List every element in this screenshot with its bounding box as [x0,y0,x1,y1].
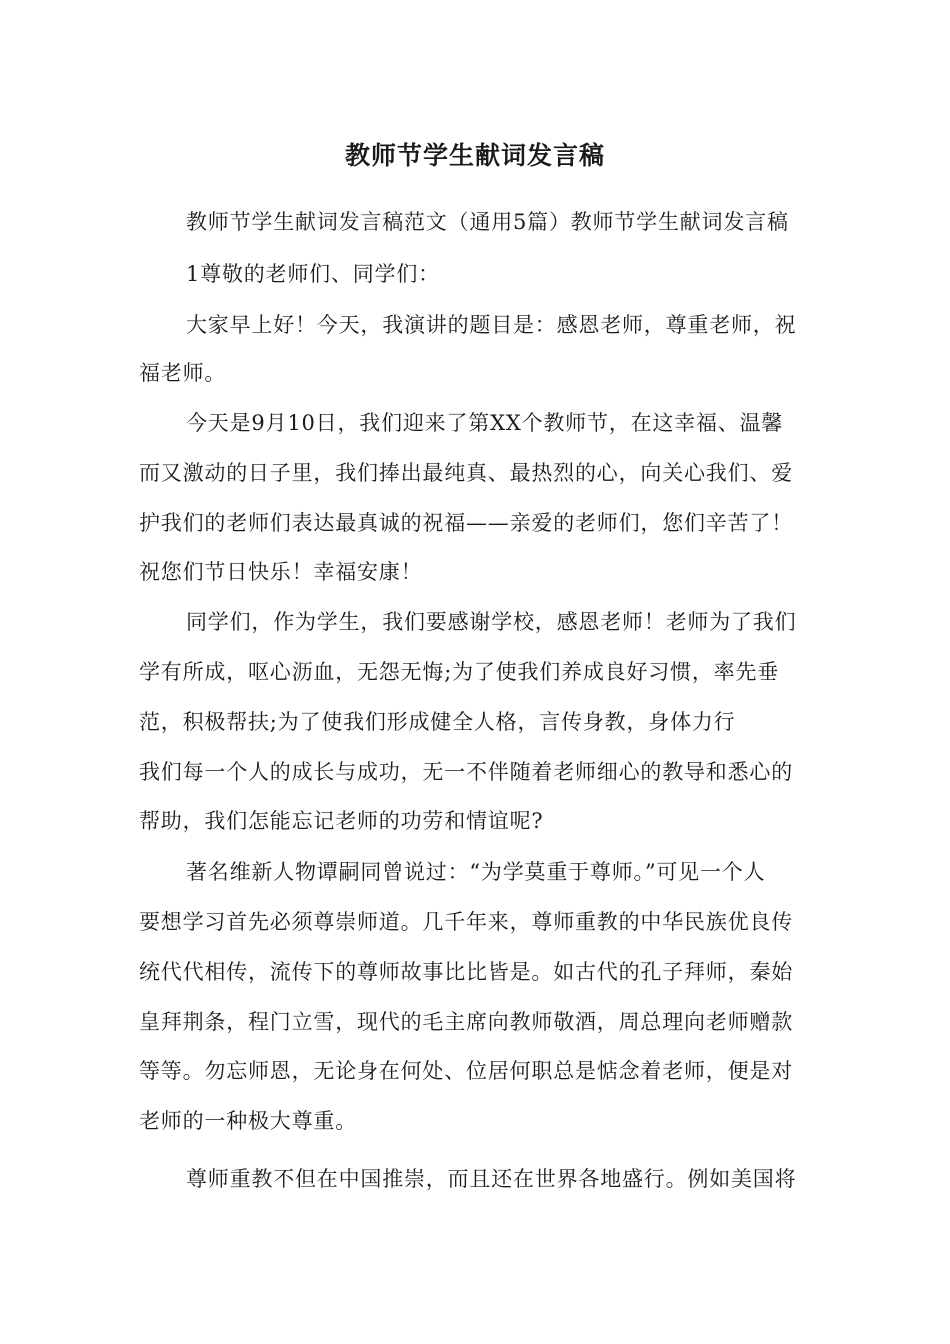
text-line: 今天是9月10日，我们迎来了第XX个教师节，在这幸福、温馨 [186,411,784,435]
text-line: 而又激动的日子里，我们捧出最纯真、最热烈的心，向关心我们、爱 [139,461,793,485]
text-line: 帮助，我们怎能忘记老师的功劳和情谊呢? [139,809,544,833]
text-line: 1尊敬的老师们、同学们： [186,262,440,286]
text-line: 同学们，作为学生，我们要感谢学校，感恩老师！老师为了我们 [186,610,797,634]
text-line: 教师节学生献词发言稿范文（通用5篇）教师节学生献词发言稿 [186,210,789,234]
text-line: 大家早上好！今天，我演讲的题目是：感恩老师，尊重老师，祝 [186,313,797,337]
text-line: 学有所成，呕心沥血，无怨无悔;为了使我们养成良好习惯，率先垂 [139,660,780,684]
text-line: 护我们的老师们表达最真诚的祝福——亲爱的老师们，您们辛苦了！ [139,511,793,535]
text-line: 尊师重教不但在中国推崇，而且还在世界各地盛行。例如美国将 [186,1167,797,1191]
document-title: 教师节学生献词发言稿 [344,141,605,170]
text-line: 范，积极帮扶;为了使我们形成健全人格，言传身教，身体力行 [139,710,736,734]
text-line: 统代代相传，流传下的尊师故事比比皆是。如古代的孔子拜师，秦始 [139,960,793,984]
text-line: 要想学习首先必须尊崇师道。几千年来，尊师重教的中华民族优良传 [139,910,793,934]
text-line: 祝您们节日快乐！幸福安康！ [139,560,423,584]
text-line: 著名维新人物谭嗣同曾说过：“为学莫重于尊师。”可见一个人 [186,860,766,884]
text-line: 我们每一个人的成长与成功，无一不伴随着老师细心的教导和悉心的 [139,760,793,784]
text-line: 老师的一种极大尊重。 [139,1109,357,1133]
text-line: 福老师。 [139,361,227,385]
text-line: 等等。勿忘师恩，无论身在何处、位居何职总是惦念着老师，便是对 [139,1059,793,1083]
text-line: 皇拜荆条，程门立雪，现代的毛主席向教师敬酒，周总理向老师赠款 [139,1010,793,1034]
